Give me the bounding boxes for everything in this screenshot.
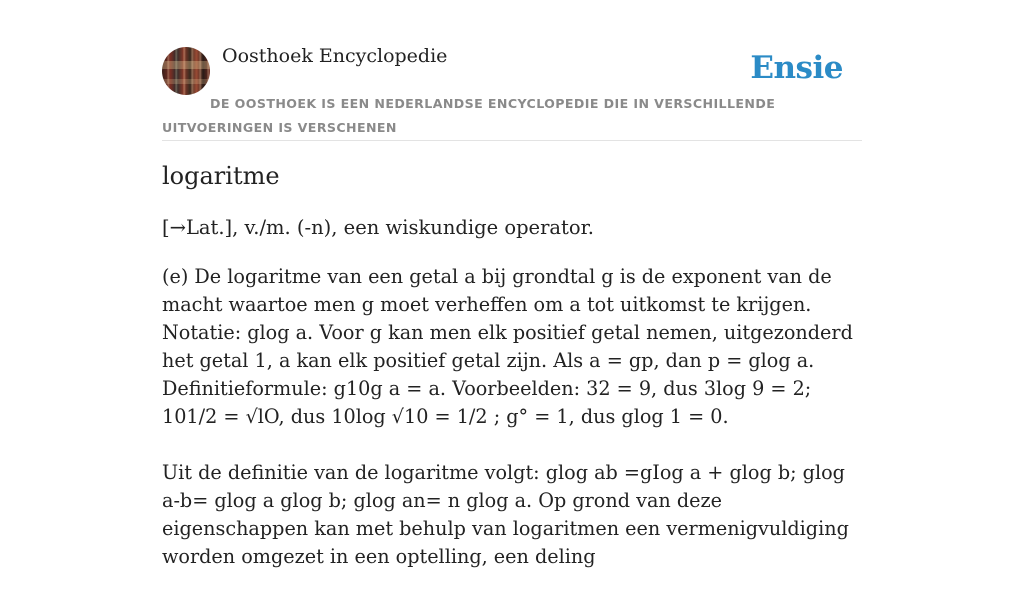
entry-paragraph: Uit de definitie van de logaritme volgt: glog ab =gIog a + glog b; glog a-b= glog a glog b; glog an= n glog a. Op grond van deze eigenschappen kan met behulp van logaritmen een vermenigvuldiging worden omgezet in een optelling, een deling (162, 461, 849, 568)
avatar-shine (162, 47, 210, 95)
page-container (162, 0, 862, 568)
encyclopedia-avatar[interactable] (162, 47, 210, 95)
entry-body (162, 263, 862, 599)
site-tagline: DE OOSTHOEK IS EEN NEDERLANDSE ENCYCLOPEDIE DIE IN VERSCHILLENDE UITVOERINGEN IS VERSCHENEN (162, 96, 776, 135)
entry-paragraph: (e) De logaritme van een getal a bij grondtal g is de exponent van de macht waartoe men g moet verheffen om a tot uitkomst te krijgen. Notatie: glog a. Voor g kan men elk positief getal nemen, uitgezonderd het getal 1, a kan elk positief getal zijn. Als a = gp, dan p = glog a. Definitieformule: g10g a = a. Voorbeelden: 32 = 9, dus 3log 9 = 2; 101/2 = √lO, dus 10log √10 = 1/2 ; g° = 1, dus glog 1 = 0. (162, 265, 853, 428)
ensie-logo[interactable]: Ensie (750, 50, 843, 86)
site-header (162, 0, 862, 141)
site-title[interactable]: Oosthoek Encyclopedie (222, 45, 448, 67)
entry-lead: [→Lat.], v./m. (-n), een wiskundige operator. (162, 216, 594, 239)
entry-title: logaritme (162, 162, 280, 190)
